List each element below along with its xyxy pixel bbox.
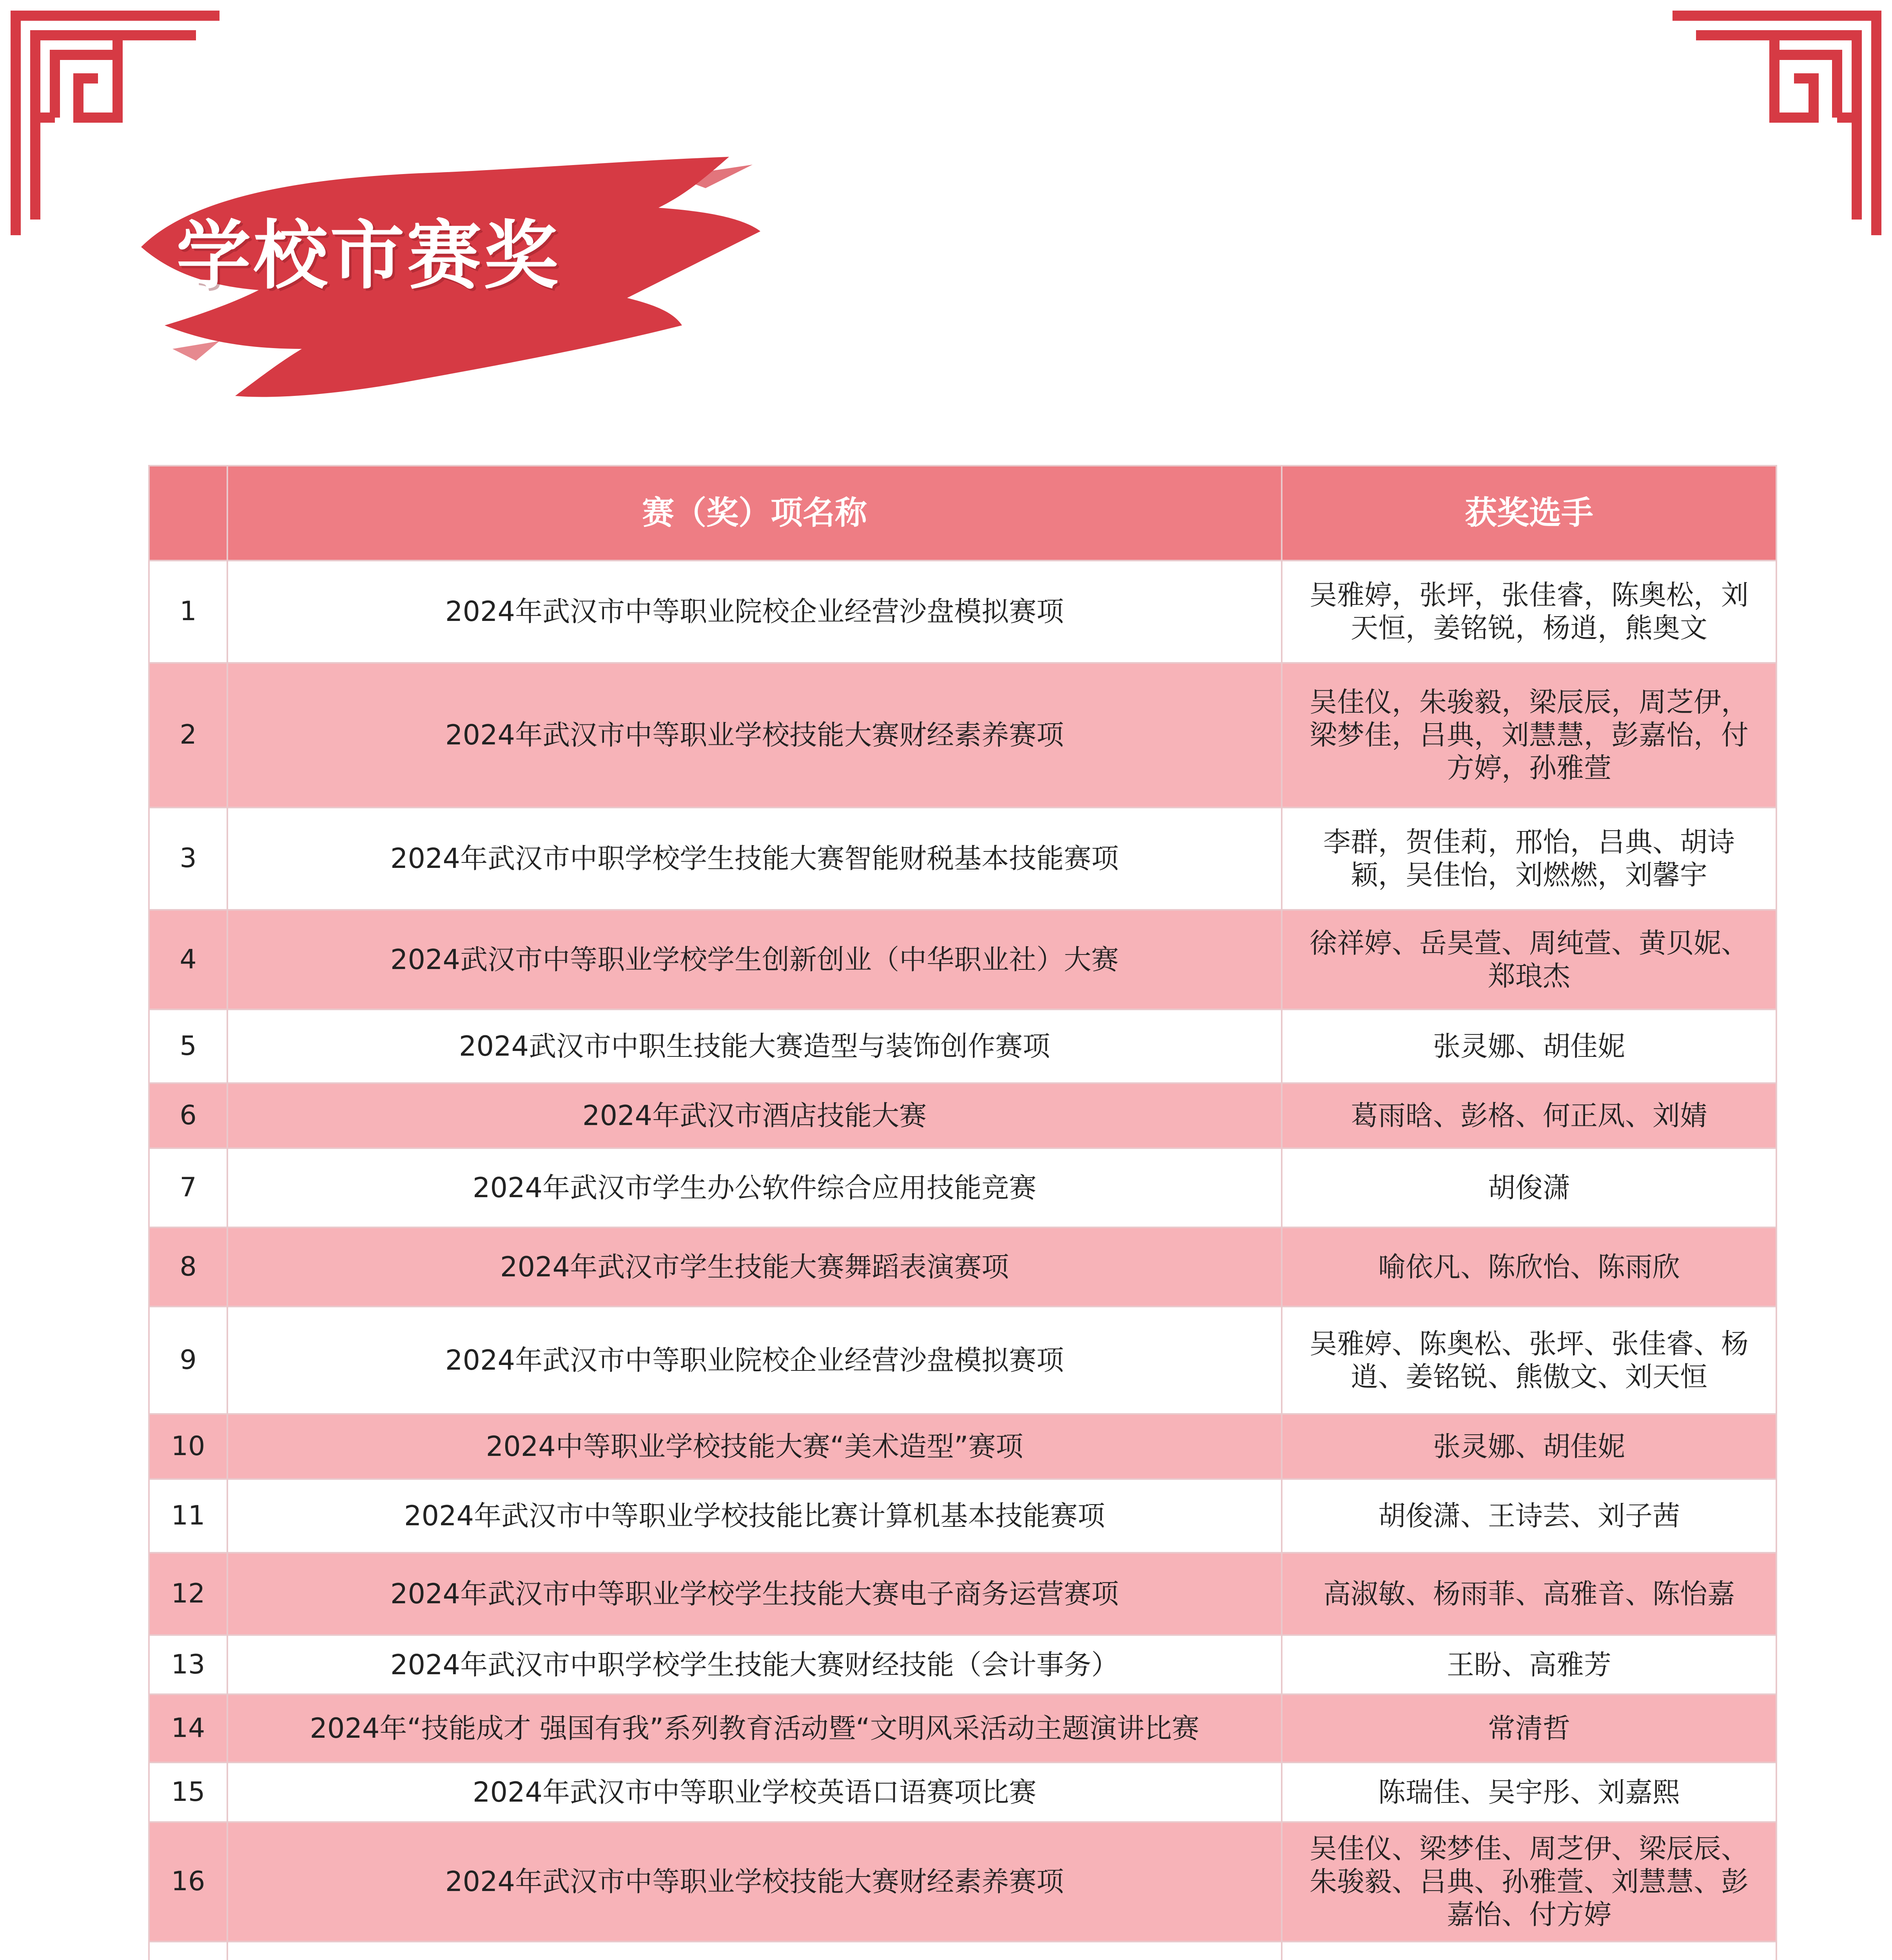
award-name: 2024年武汉市中等职业学校学生技能大赛电子商务运营赛项 xyxy=(227,1553,1282,1635)
winners: 吴佳仪，朱骏毅，梁辰辰，周芝伊，梁梦佳，吕典，刘慧慧，彭嘉怡，付方婷，孙雅萱 xyxy=(1282,663,1776,808)
award-name: 2024年武汉市中职学校学生技能大赛智能财税基本技能赛项 xyxy=(227,808,1282,910)
table-row xyxy=(149,1009,1776,1083)
awards-table xyxy=(148,465,1777,1960)
winners: 吴雅婷，张坪，张佳睿，陈奥松，刘天恒，姜铭锐，杨逍，熊奥文 xyxy=(1282,561,1776,663)
winners: 陈瑞佳、吴宇彤、刘嘉熙 xyxy=(1282,1762,1776,1822)
winners: 吴雅婷、陈奥松、张坪、张佳睿、杨逍、姜铭锐、熊傲文、刘天恒 xyxy=(1282,1307,1776,1414)
award-name: 2024武汉市中职生技能大赛造型与装饰创作赛项 xyxy=(227,1009,1282,1083)
winners: 吴佳仪、梁梦佳、周芝伊、梁辰辰、朱骏毅、吕典、孙雅萱、刘慧慧、彭嘉怡、付方婷 xyxy=(1282,1822,1776,1942)
winners: 常清哲 xyxy=(1282,1694,1776,1762)
table-row xyxy=(149,1762,1776,1822)
header-winners: 获奖选手 xyxy=(1282,466,1776,561)
header-award-name: 赛（奖）项名称 xyxy=(227,466,1282,561)
winners: 张灵娜、胡佳妮 xyxy=(1282,1009,1776,1083)
table-header-row xyxy=(149,466,1776,561)
table-row xyxy=(149,1414,1776,1479)
winners: 徐祥婷、岳昊萱、周纯萱、黄贝妮、郑琅杰 xyxy=(1282,910,1776,1010)
table-row xyxy=(149,1694,1776,1762)
award-name xyxy=(227,1942,1282,1960)
winners: 高淑敏、杨雨菲、高雅音、陈怡嘉 xyxy=(1282,1553,1776,1635)
award-name: 2024年武汉市中等职业学校英语口语赛项比赛 xyxy=(227,1762,1282,1822)
row-number: 12 xyxy=(149,1553,227,1635)
table-row xyxy=(149,808,1776,910)
award-name: 2024年武汉市酒店技能大赛 xyxy=(227,1083,1282,1148)
row-number: 11 xyxy=(149,1479,227,1553)
title-banner xyxy=(118,129,784,404)
winners: 王盼、高雅芳 xyxy=(1282,1635,1776,1694)
row-number: 2 xyxy=(149,663,227,808)
row-number: 4 xyxy=(149,910,227,1010)
winners: 喻依凡、陈欣怡、陈雨欣 xyxy=(1282,1227,1776,1307)
row-number: 5 xyxy=(149,1009,227,1083)
row-number: 13 xyxy=(149,1635,227,1694)
table-row xyxy=(149,1148,1776,1227)
corner-ornament-top-right xyxy=(1673,0,1892,235)
award-name: 2024年武汉市中等职业学校技能比赛计算机基本技能赛项 xyxy=(227,1479,1282,1553)
table-row xyxy=(149,1227,1776,1307)
table-row xyxy=(149,561,1776,663)
award-name: 2024年武汉市中职学校学生技能大赛财经技能（会计事务） xyxy=(227,1635,1282,1694)
table-row xyxy=(149,910,1776,1010)
row-number: 14 xyxy=(149,1694,227,1762)
table-row xyxy=(149,1635,1776,1694)
row-number xyxy=(149,1942,227,1960)
row-number: 6 xyxy=(149,1083,227,1148)
winners: 胡俊潇、王诗芸、刘子茜 xyxy=(1282,1479,1776,1553)
award-name: 2024年武汉市学生技能大赛舞蹈表演赛项 xyxy=(227,1227,1282,1307)
award-name: 2024年武汉市中等职业学校技能大赛财经素养赛项 xyxy=(227,663,1282,808)
row-number: 3 xyxy=(149,808,227,910)
winners: 李群，贺佳莉，邢怡，吕典、胡诗颖，吴佳怡，刘燃燃，刘馨宇 xyxy=(1282,808,1776,910)
award-name: 2024年“技能成才 强国有我”系列教育活动暨“文明风采活动主题演讲比赛 xyxy=(227,1694,1282,1762)
award-name: 2024年武汉市中等职业学校技能大赛财经素养赛项 xyxy=(227,1822,1282,1942)
page-title: 学校市赛奖 xyxy=(176,212,561,299)
row-number: 10 xyxy=(149,1414,227,1479)
row-number: 8 xyxy=(149,1227,227,1307)
row-number: 9 xyxy=(149,1307,227,1414)
table-row xyxy=(149,1822,1776,1942)
row-number: 7 xyxy=(149,1148,227,1227)
row-number: 16 xyxy=(149,1822,227,1942)
winners: 胡俊潇 xyxy=(1282,1148,1776,1227)
award-name: 2024年武汉市学生办公软件综合应用技能竞赛 xyxy=(227,1148,1282,1227)
winners: 葛雨晗、彭格、何正凤、刘婧 xyxy=(1282,1083,1776,1148)
table-row xyxy=(149,1083,1776,1148)
table-row xyxy=(149,1307,1776,1414)
award-name: 2024年武汉市中等职业院校企业经营沙盘模拟赛项 xyxy=(227,1307,1282,1414)
award-name: 2024年武汉市中等职业院校企业经营沙盘模拟赛项 xyxy=(227,561,1282,663)
row-number: 1 xyxy=(149,561,227,663)
winners: 张灵娜、胡佳妮 xyxy=(1282,1414,1776,1479)
table-row xyxy=(149,1942,1776,1960)
table-row xyxy=(149,1479,1776,1553)
winners xyxy=(1282,1942,1776,1960)
header-number xyxy=(149,466,227,561)
row-number: 15 xyxy=(149,1762,227,1822)
award-name: 2024中等职业学校技能大赛“美术造型”赛项 xyxy=(227,1414,1282,1479)
awards-table-container xyxy=(148,465,1776,1960)
award-name: 2024武汉市中等职业学校学生创新创业（中华职业社）大赛 xyxy=(227,910,1282,1010)
table-row xyxy=(149,1553,1776,1635)
table-row xyxy=(149,663,1776,808)
